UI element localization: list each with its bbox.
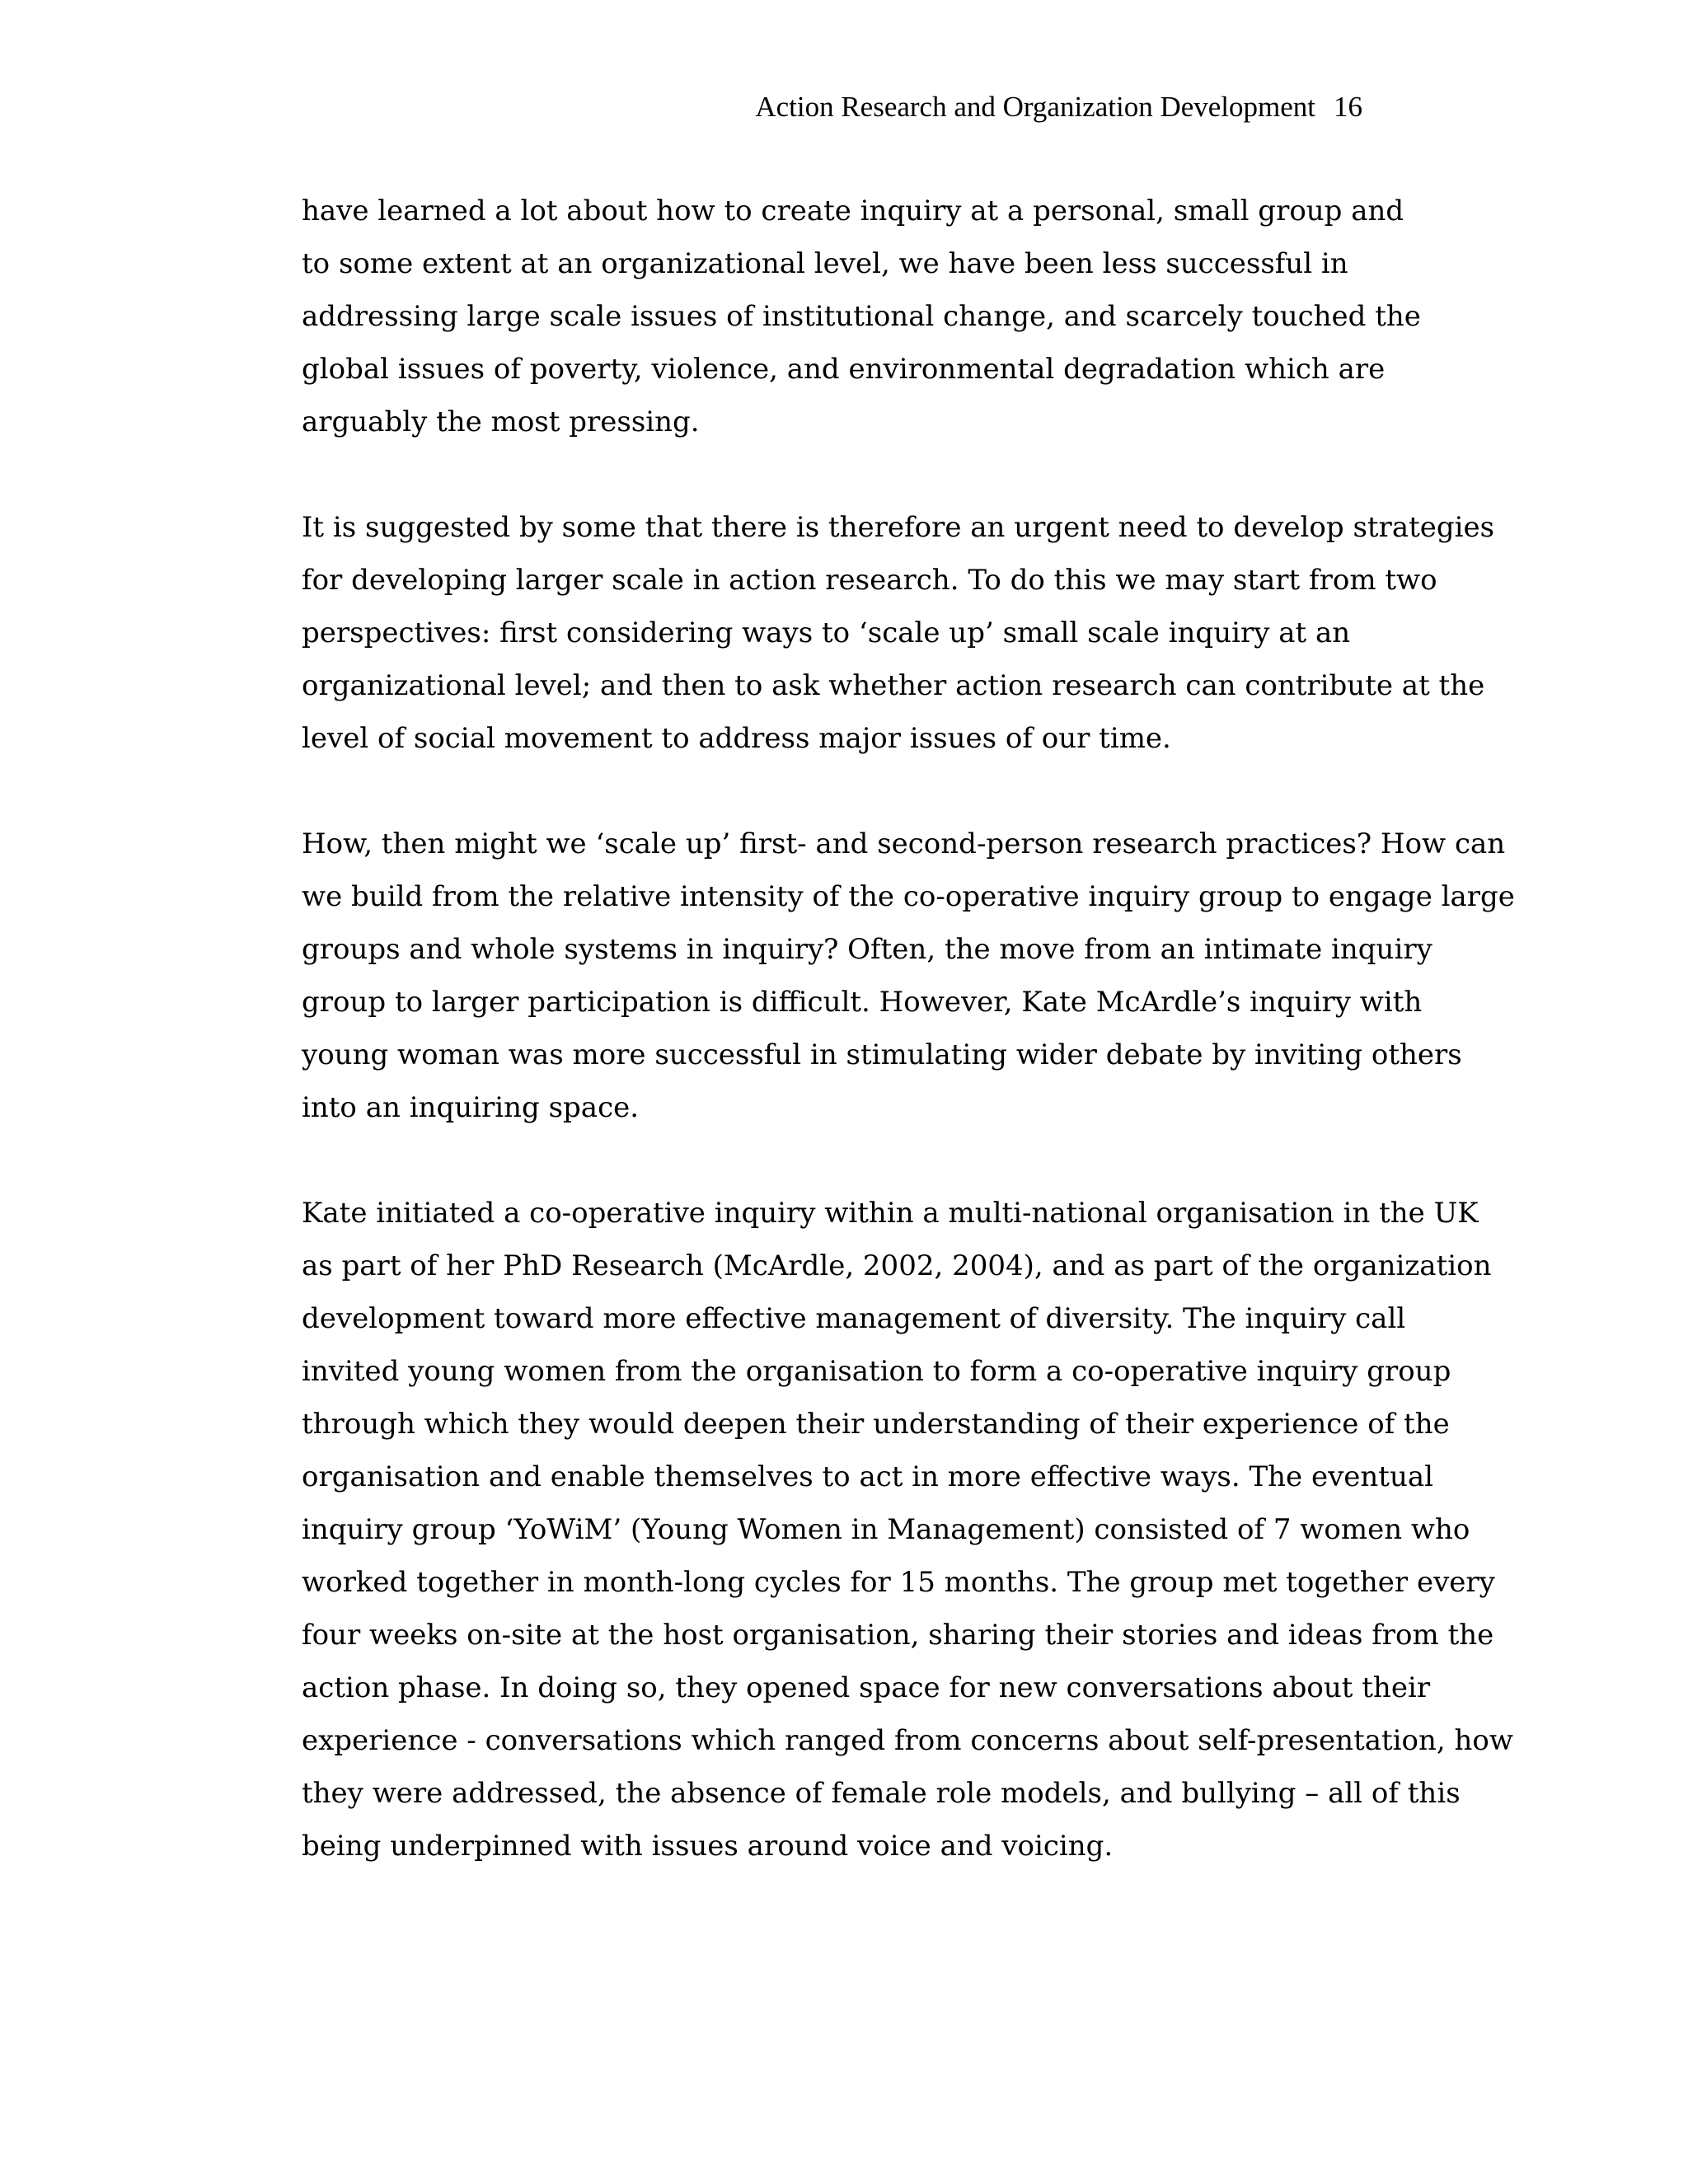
body-text xyxy=(302,185,1515,1925)
running-header xyxy=(755,91,1362,124)
text-line: they were addressed, the absence of female role models, and bullying – all of this xyxy=(302,1777,1461,1810)
running-title: Action Research and Organization Development xyxy=(755,91,1315,123)
text-line: group to larger participation is difficult. However, Kate McArdle’s inquiry with xyxy=(302,986,1423,1019)
text-line: as part of her PhD Research (McArdle, 2002, 2004), and as part of the organization xyxy=(302,1249,1492,1282)
paragraph-4 xyxy=(302,1187,1514,1872)
text-line: have learned a lot about how to create inquiry at a personal, small group and xyxy=(302,194,1404,227)
text-line: groups and whole systems in inquiry? Often, the move from an intimate inquiry xyxy=(302,933,1432,966)
text-line: experience - conversations which ranged from concerns about self-presentation, how xyxy=(302,1724,1514,1757)
text-line: being underpinned with issues around voice and voicing. xyxy=(302,1830,1114,1863)
text-line: perspectives: first considering ways to ‘scale up’ small scale inquiry at an xyxy=(302,616,1351,649)
text-line: four weeks on-site at the host organisation, sharing their stories and ideas from the xyxy=(302,1619,1494,1652)
text-line: How, then might we ‘scale up’ first- and second-person research practices? How can xyxy=(302,827,1506,860)
text-line: addressing large scale issues of institutional change, and scarcely touched the xyxy=(302,300,1421,333)
text-line: for developing larger scale in action research. To do this we may start from two xyxy=(302,564,1437,597)
text-line: inquiry group ‘YoWiM’ (Young Women in Management) consisted of 7 women who xyxy=(302,1513,1470,1546)
text-line: to some extent at an organizational level, we have been less successful in xyxy=(302,247,1348,280)
paragraph-3 xyxy=(302,818,1515,1134)
text-line: global issues of poverty, violence, and environmental degradation which are xyxy=(302,353,1386,386)
text-line: invited young women from the organisation to form a co-operative inquiry group xyxy=(302,1355,1451,1388)
paragraph-2 xyxy=(302,501,1495,765)
text-line: through which they would deepen their understanding of their experience of the xyxy=(302,1408,1450,1441)
text-line: development toward more effective management of diversity. The inquiry call xyxy=(302,1302,1406,1335)
page-number: 16 xyxy=(1334,91,1362,123)
text-line: level of social movement to address major issues of our time. xyxy=(302,722,1171,755)
text-line: It is suggested by some that there is therefore an urgent need to develop strategies xyxy=(302,511,1495,544)
text-line: worked together in month-long cycles for 15 months. The group met together every xyxy=(302,1566,1495,1599)
text-line: organizational level; and then to ask whether action research can contribute at the xyxy=(302,669,1485,702)
text-line: organisation and enable themselves to act in more effective ways. The eventual xyxy=(302,1460,1434,1493)
text-line: Kate initiated a co-operative inquiry within a multi-national organisation in the UK xyxy=(302,1197,1479,1230)
text-line: action phase. In doing so, they opened space for new conversations about their xyxy=(302,1671,1431,1704)
paragraph-1 xyxy=(302,185,1421,448)
text-line: into an inquiring space. xyxy=(302,1091,640,1124)
text-line: we build from the relative intensity of the co-operative inquiry group to engage large xyxy=(302,880,1515,913)
text-line: young woman was more successful in stimulating wider debate by inviting others xyxy=(302,1038,1462,1071)
text-line: arguably the most pressing. xyxy=(302,405,700,438)
